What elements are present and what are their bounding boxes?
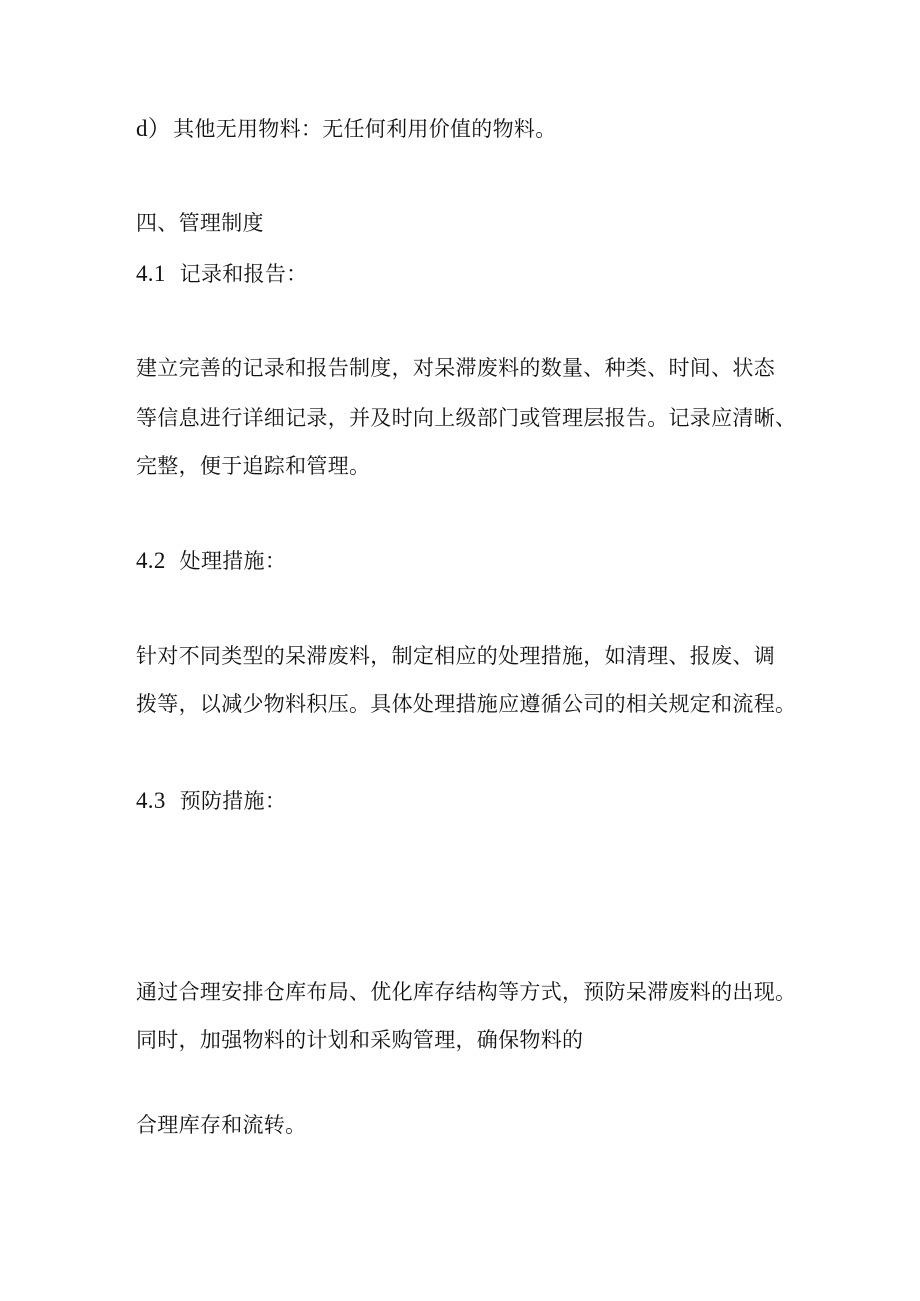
list-item-text: 其他无用物料：无任何利用价值的物料。	[173, 117, 557, 141]
subsection-number: 4.1	[136, 261, 166, 286]
paragraph-line: 等信息进行详细记录，并及时向上级部门或管理层报告。记录应清晰、	[136, 406, 797, 430]
list-item-d	[136, 117, 557, 140]
paragraph-line: 同时，加强物料的计划和采购管理，确保物料的	[136, 1028, 584, 1052]
paragraph-line: 建立完善的记录和报告制度，对呆滞废料的数量、种类、时间、状态	[136, 356, 775, 380]
subsection-title: 处理措施：	[179, 549, 287, 573]
paragraph-line: 针对不同类型的呆滞废料，制定相应的处理措施，如清理、报废、调	[136, 644, 775, 668]
subsection-heading-4-2	[136, 549, 286, 572]
subsection-heading-4-3	[136, 789, 286, 812]
list-marker: d）	[136, 116, 172, 141]
paragraph-line: 合理库存和流转。	[136, 1113, 307, 1137]
subsection-heading-4-1	[136, 262, 307, 285]
paragraph-line: 通过合理安排仓库布局、优化库存结构等方式，预防呆滞废料的出现。	[136, 980, 797, 1004]
section-heading: 四、管理制度	[136, 211, 264, 235]
paragraph-line: 完整，便于追踪和管理。	[136, 454, 371, 478]
subsection-number: 4.2	[136, 548, 166, 573]
subsection-title: 预防措施：	[179, 789, 287, 813]
paragraph-line: 拨等，以减少物料积压。具体处理措施应遵循公司的相关规定和流程。	[136, 692, 797, 716]
subsection-title: 记录和报告：	[179, 262, 308, 286]
subsection-number: 4.3	[136, 788, 166, 813]
